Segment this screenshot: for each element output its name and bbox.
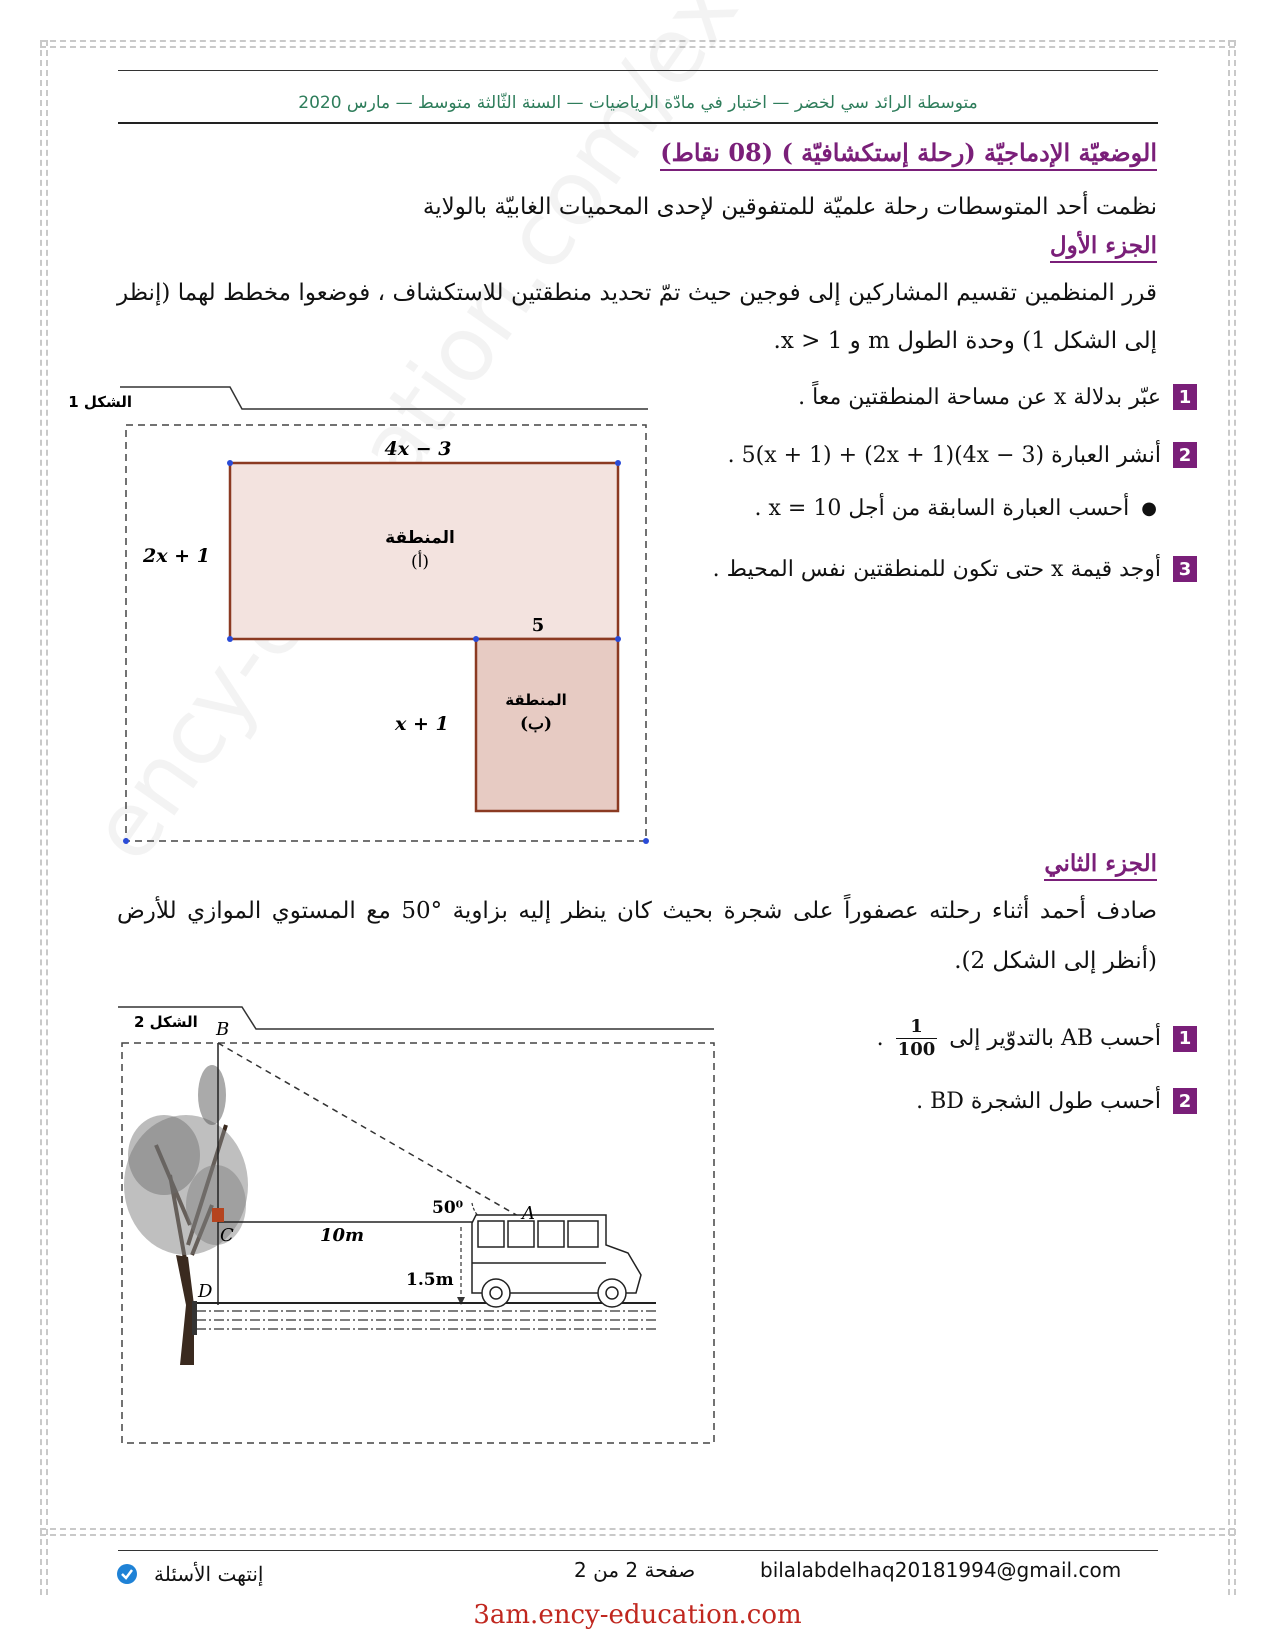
figure-2-tab-line <box>118 1007 714 1029</box>
footer-email: bilalabdelhaq20181994@gmail.com <box>760 1558 1122 1582</box>
figure-2-tab: الشكل 2 <box>134 1013 198 1031</box>
header-bottom-rule <box>118 122 1158 124</box>
bus-icon <box>472 1215 641 1307</box>
figure-1-tab-line <box>120 387 648 409</box>
question-end: . <box>876 1026 884 1051</box>
zone-a-label: المنطقة <box>385 528 455 548</box>
part2-text-line1: صادف أحمد أثناء رحلته عصفوراً على شجرة بحيث كان ينظر إليه بزاوية °50 مع المستوي الموازي للأرض <box>117 898 1157 924</box>
zone-b-label: المنطقة <box>505 691 567 709</box>
point-b: B <box>216 1019 230 1040</box>
integration-title: الوضعيّة الإدماجيّة (رحلة إستكشافيّة ) (08 نقاط) <box>660 138 1157 171</box>
header-line: متوسطة الرائد سي لخضر — اختبار في مادّة الرياضيات — السنة الثّالثة متوسط — مارس 2020 <box>298 93 978 113</box>
footer-page: صفحة 2 من 2 <box>574 1558 696 1582</box>
part2-title: الجزء الثاني <box>1044 850 1157 881</box>
angle-label: 50⁰ <box>432 1198 464 1218</box>
part1-question-2b <box>755 496 1157 521</box>
question-number: 1 <box>1173 384 1197 410</box>
part2-text-line2: (أنظر إلى الشكل 2). <box>954 948 1157 974</box>
frame-left-inner <box>46 40 48 1595</box>
question-text: أوجد قيمة x حتى تكون للمنطقتين نفس المحيط . <box>712 556 1161 582</box>
part1-question-2 <box>728 442 1197 468</box>
site-link[interactable]: 3am.ency-education.com <box>473 1600 802 1630</box>
question-text: أنشر العبارة (4x − 3)(2x + 1) + 5(x + 1) . <box>727 442 1161 468</box>
frame-right-inner <box>1234 40 1236 1595</box>
label-5: 5 <box>531 615 545 636</box>
question-number: 3 <box>1173 556 1197 582</box>
part2-question-2 <box>916 1088 1197 1114</box>
fraction <box>896 1016 938 1061</box>
footer-end <box>116 1562 263 1586</box>
fraction-numerator: 1 <box>910 1016 923 1037</box>
footer-end-text: إنتهت الأسئلة <box>154 1562 264 1586</box>
zone-a-rect <box>230 463 618 639</box>
check-icon <box>116 1563 138 1585</box>
tree-icon <box>124 1065 248 1365</box>
point-d: D <box>198 1281 213 1302</box>
zone-a-letter: (أ) <box>410 552 430 572</box>
figure-1-tab: الشكل 1 <box>68 393 132 411</box>
figure-2 <box>116 1005 716 1447</box>
integration-intro: نظمت أحد المتوسطات رحلة علميّة للمتفوقين لإحدى المحميات الغابيّة بالولاية <box>422 194 1157 220</box>
question-number: 2 <box>1173 442 1197 468</box>
question-number: 1 <box>1173 1026 1197 1052</box>
part2-question-1 <box>877 1016 1197 1061</box>
question-text: أحسب طول الشجرة BD . <box>916 1088 1161 1114</box>
point-c: C <box>220 1225 234 1246</box>
right-angle-mark <box>212 1208 224 1222</box>
label-4x-3: 4x − 3 <box>384 438 452 460</box>
part1-title: الجزء الأول <box>1050 232 1157 263</box>
label-x-1: x + 1 <box>395 713 449 735</box>
part1-text-line2: إلى الشكل 1) وحدة الطول m و 1 < x. <box>773 328 1157 354</box>
question-text: أحسب العبارة السابقة من أجل x = 10 . <box>754 496 1130 521</box>
figure-1 <box>68 385 650 845</box>
question-text: عبّر بدلالة x عن مساحة المنطقتين معاً . <box>798 384 1161 410</box>
frame-right <box>1228 40 1230 1595</box>
ground-post <box>192 1301 197 1335</box>
frame-bottom <box>40 1528 1235 1530</box>
distance-label: 10m <box>320 1225 365 1246</box>
label-2x-1: 2x + 1 <box>143 545 210 567</box>
fraction-denominator: 100 <box>897 1039 936 1060</box>
question-number: 2 <box>1173 1088 1197 1114</box>
part1-question-3 <box>713 556 1197 582</box>
point-a: A <box>522 1203 535 1224</box>
frame-bottom-inner <box>40 1534 1235 1536</box>
segment-ab <box>218 1043 532 1224</box>
footer-rule <box>118 1550 1158 1551</box>
part1-question-1 <box>798 384 1197 410</box>
header-top-rule <box>118 70 1158 71</box>
part1-text-line1: قرر المنظمين تقسيم المشاركين إلى فوجين حيث تمّ تحديد منطقتين للاستكشاف ، فوضعوا مخطط لهما (إنظر <box>117 280 1157 306</box>
zone-b-letter: (ب) <box>519 714 553 734</box>
bullet-icon: ● <box>1141 498 1157 519</box>
height-label: 1.5m <box>406 1270 454 1290</box>
question-text: أحسب AB بالتدوّير إلى <box>949 1026 1161 1051</box>
frame-left <box>40 40 42 1595</box>
